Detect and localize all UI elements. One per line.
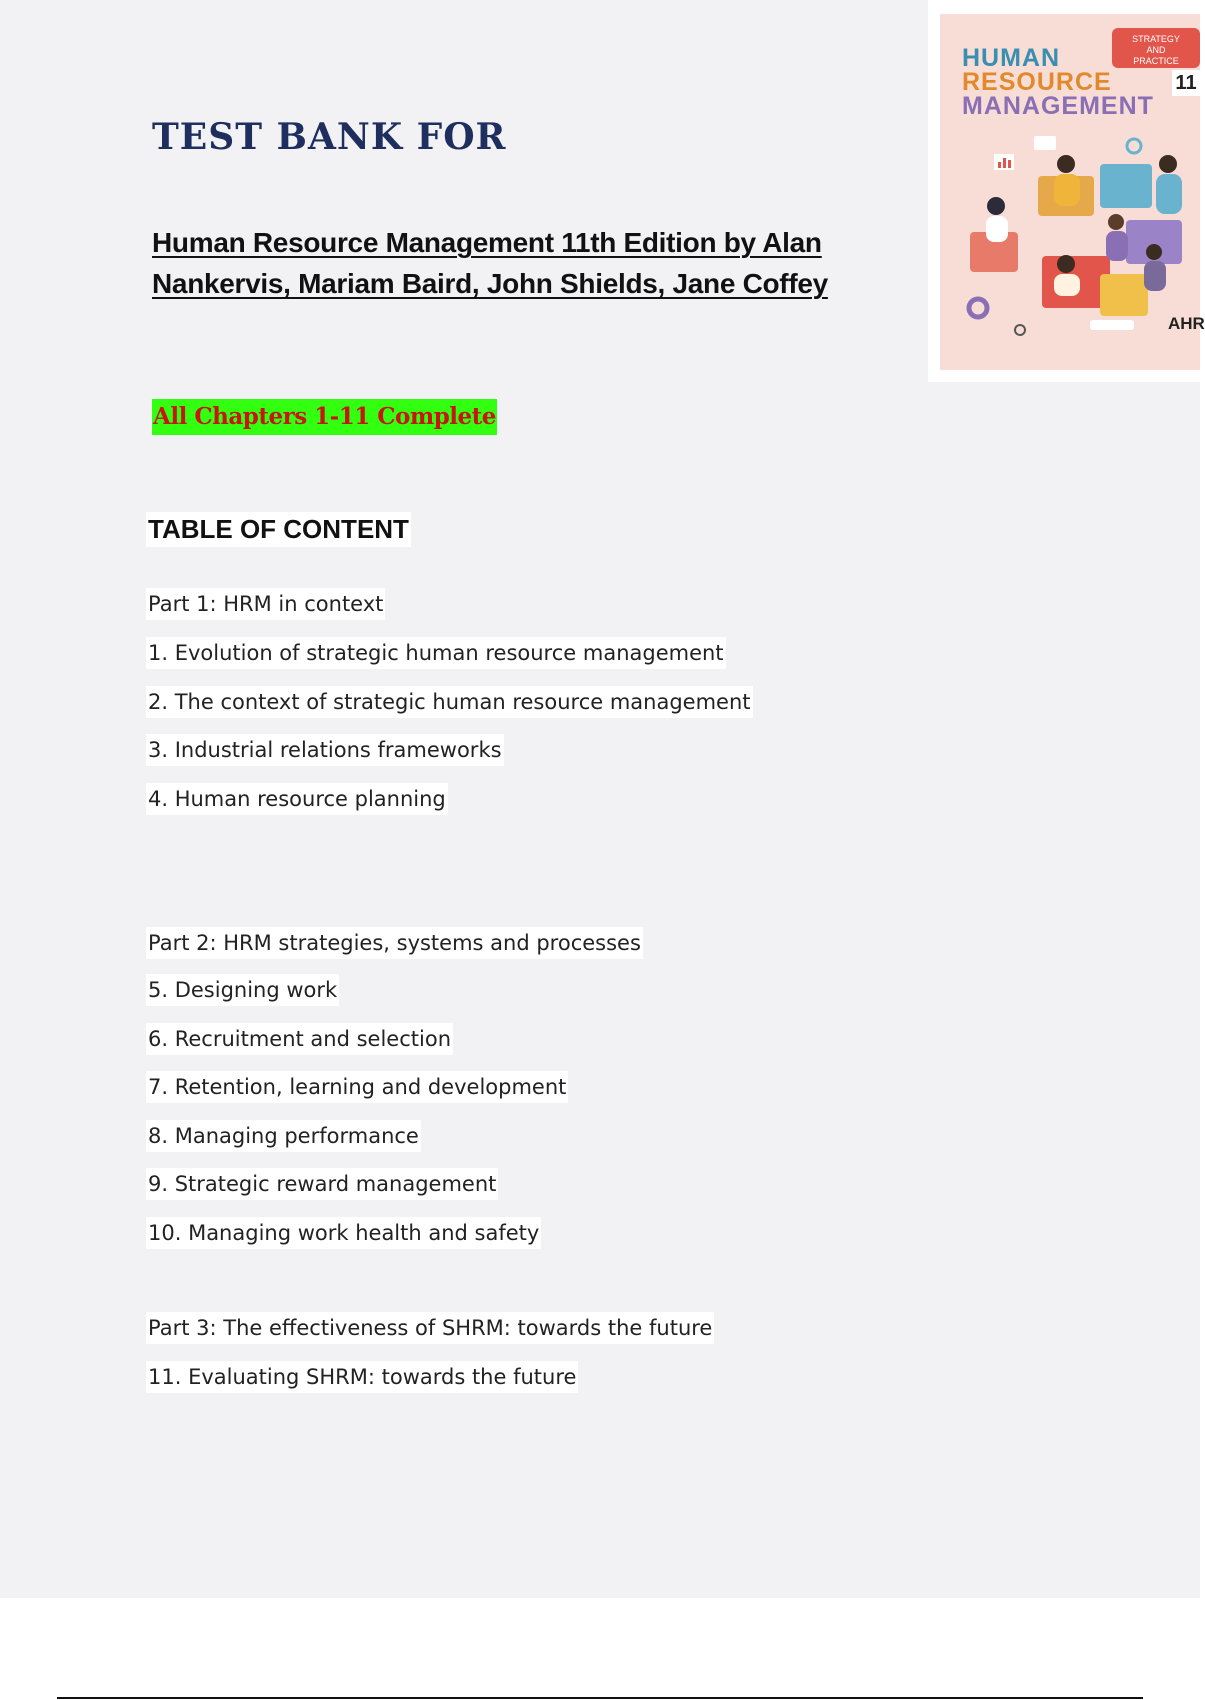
toc-chapter-3: 3. Industrial relations frameworks: [146, 734, 504, 766]
toc-chapter-2: 2. The context of strategic human resource management: [146, 686, 753, 718]
cover-title-resource: RESOURCE: [962, 68, 1112, 96]
book-cover: [940, 14, 1205, 370]
toc-heading: TABLE OF CONTENT: [146, 512, 411, 547]
cover-illustration: [950, 124, 1190, 364]
chapters-complete-highlight: All Chapters 1-11 Complete: [152, 399, 497, 435]
illus-person-2-head: [1057, 155, 1075, 173]
illus-chart-bar-2: [1003, 158, 1006, 168]
illus-message-icon: [1034, 136, 1056, 150]
footer-rule: [57, 1697, 1143, 1699]
cover-title-management: MANAGEMENT: [962, 92, 1154, 120]
toc-part-1: Part 1: HRM in context: [146, 588, 385, 620]
toc-part-3: Part 3: The effectiveness of SHRM: towards the future: [146, 1312, 714, 1344]
book-title-line-1: Human Resource Management 11th Edition by Alan: [152, 227, 822, 258]
document-title: TEST BANK FOR: [152, 116, 507, 158]
book-title-line-2: Nankervis, Mariam Baird, John Shields, Jane Coffey: [152, 268, 828, 299]
illus-person-6-body: [1144, 261, 1166, 291]
illus-screen-2: [1100, 164, 1152, 208]
toc-chapter-1: 1. Evolution of strategic human resource management: [146, 637, 726, 669]
book-cover-image: [928, 0, 1205, 382]
illus-person-5-body: [1054, 274, 1080, 296]
cover-edition: 11: [1172, 70, 1200, 96]
illus-search-icon: [1015, 325, 1025, 335]
illus-donut-icon: [969, 299, 987, 317]
illus-screen-6: [1100, 274, 1148, 316]
toc-part-2: Part 2: HRM strategies, systems and processes: [146, 927, 643, 959]
toc-chapter-6: 6. Recruitment and selection: [146, 1023, 453, 1055]
illus-bar-icon: [1090, 320, 1134, 330]
toc-chapter-10: 10. Managing work health and safety: [146, 1217, 541, 1249]
toc-chapter-8: 8. Managing performance: [146, 1120, 421, 1152]
cover-badge-line-3: PRACTICE: [1133, 56, 1179, 66]
toc-chapter-9: 9. Strategic reward management: [146, 1168, 498, 1200]
cover-badge: [1112, 28, 1200, 68]
toc-chapter-4: 4. Human resource planning: [146, 783, 448, 815]
cover-title-human: HUMAN: [962, 44, 1061, 72]
illus-person-3-head: [1159, 155, 1177, 173]
cover-badge-line-2: AND: [1146, 45, 1166, 55]
illus-person-6-head: [1146, 244, 1162, 260]
toc-chapter-7: 7. Retention, learning and development: [146, 1071, 568, 1103]
toc-chapter-11: 11. Evaluating SHRM: towards the future: [146, 1361, 578, 1393]
illus-chart-bar-3: [1008, 160, 1011, 168]
illus-person-2-body: [1054, 174, 1080, 206]
book-title: [152, 222, 872, 304]
illus-person-5-head: [1057, 255, 1075, 273]
toc-chapter-5: 5. Designing work: [146, 974, 339, 1006]
cover-badge-line-1: STRATEGY: [1132, 34, 1180, 44]
illus-person-4-body: [1106, 231, 1128, 261]
illus-gear-icon: [1127, 139, 1141, 153]
cover-publisher-logo: AHR: [1168, 314, 1205, 333]
illus-person-1-body: [986, 216, 1008, 242]
illus-person-4-head: [1108, 214, 1124, 230]
illus-chart-bar-1: [998, 162, 1001, 168]
illus-person-3-body: [1156, 174, 1182, 214]
illus-person-1-head: [987, 197, 1005, 215]
